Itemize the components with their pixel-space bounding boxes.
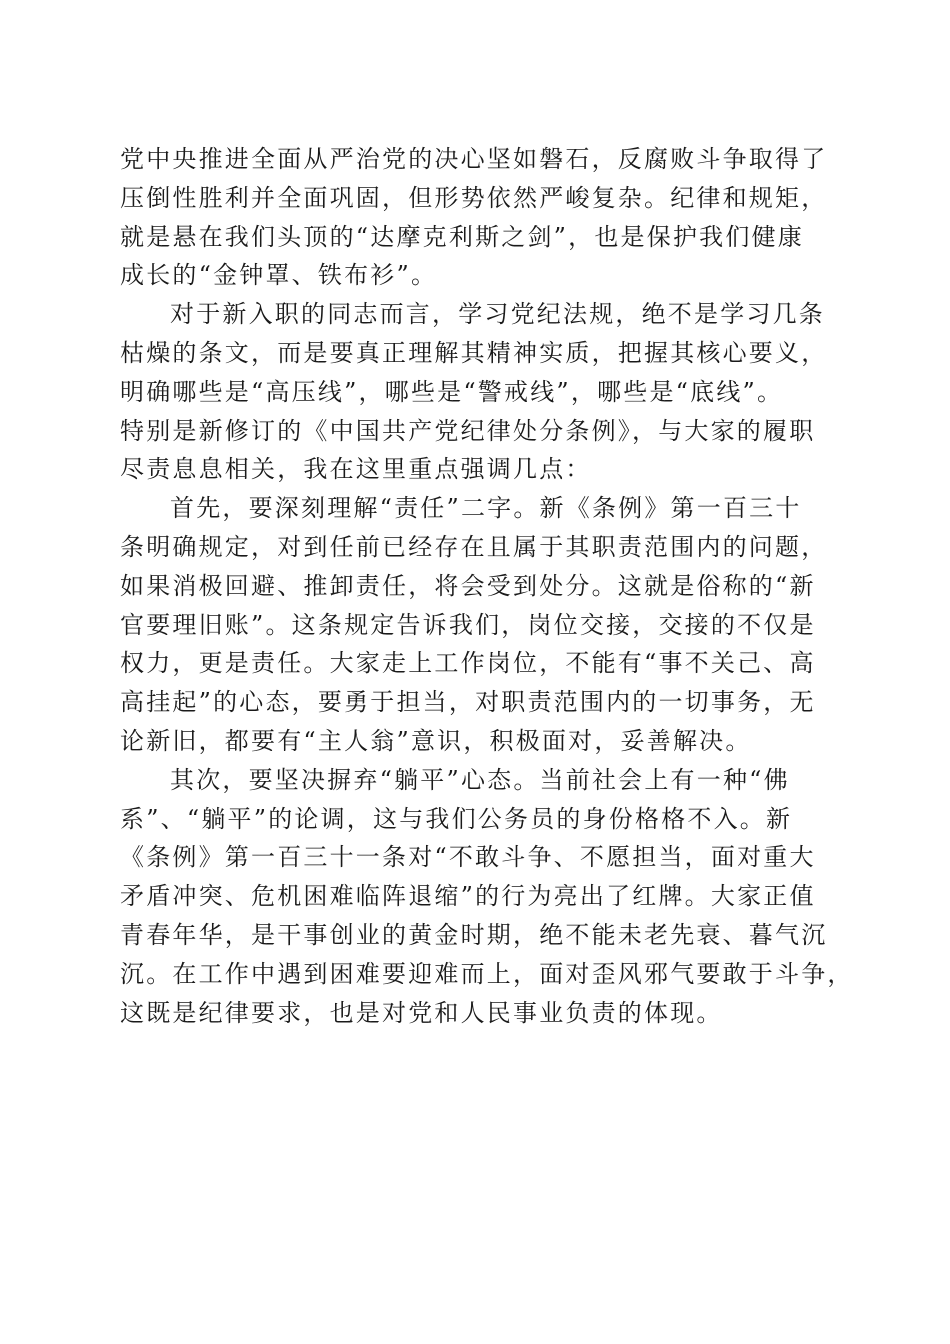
paragraph-4 xyxy=(120,761,854,1033)
text-line: 官要理旧账”。这条规定告诉我们，岗位交接，交接的不仅是 xyxy=(120,610,816,639)
text-line: 成长的“金钟罩、铁布衫”。 xyxy=(120,261,438,290)
text-line: 《条例》第一百三十一条对“不敢斗争、不愿担当，面对重大 xyxy=(120,843,816,872)
paragraph-2 xyxy=(120,295,840,489)
text-line: 青春年华，是干事创业的黄金时期，绝不能未老先衰、暮气沉 xyxy=(120,920,828,949)
text-line: 其次，要坚决摒弃“躺平”心态。当前社会上有一种“佛 xyxy=(170,765,790,794)
text-line: 系”、“躺平”的论调，这与我们公务员的身份格格不入。新 xyxy=(120,804,793,833)
paragraph-1 xyxy=(120,140,840,295)
text-line: 压倒性胜利并全面巩固，但形势依然严峻复杂。纪律和规矩， xyxy=(120,183,828,212)
text-line: 特别是新修订的《中国共产党纪律处分条例》，与大家的履职 xyxy=(120,416,816,445)
text-line: 首先，要深刻理解“责任”二字。新《条例》第一百三十 xyxy=(170,494,802,523)
paragraph-3 xyxy=(120,489,840,761)
text-line: 党中央推进全面从严治党的决心坚如磐石，反腐败斗争取得了 xyxy=(120,145,828,173)
text-line: 论新旧，都要有“主人翁”意识，积极面对，妥善解决。 xyxy=(120,726,752,755)
text-line: 权力，更是责任。大家走上工作岗位，不能有“事不关己、高 xyxy=(120,649,816,678)
text-line: 就是悬在我们头顶的“达摩克利斯之剑”，也是保护我们健康 xyxy=(120,222,804,251)
text-line: 尽责息息相关，我在这里重点强调几点： xyxy=(120,455,592,484)
text-line: 这既是纪律要求，也是对党和人民事业负责的体现。 xyxy=(120,998,723,1027)
text-line: 沉。在工作中遇到困难要迎难而上，面对歪风邪气要敢于斗争， xyxy=(120,959,854,988)
document-body xyxy=(120,140,854,1032)
text-line: 对于新入职的同志而言，学习党纪法规，绝不是学习几条 xyxy=(170,300,825,329)
text-line: 条明确规定，对到任前已经存在且属于其职责范围内的问题， xyxy=(120,532,828,561)
text-line: 枯燥的条文，而是要真正理解其精神实质，把握其核心要义， xyxy=(120,338,828,367)
text-line: 高挂起”的心态，要勇于担当，对职责范围内的一切事务，无 xyxy=(120,688,816,717)
text-line: 矛盾冲突、危机困难临阵退缩”的行为亮出了红牌。大家正值 xyxy=(120,882,816,911)
text-line: 明确哪些是“高压线”，哪些是“警戒线”，哪些是“底线”。 xyxy=(120,377,784,406)
text-line: 如果消极回避、推卸责任，将会受到处分。这就是俗称的“新 xyxy=(120,571,816,600)
